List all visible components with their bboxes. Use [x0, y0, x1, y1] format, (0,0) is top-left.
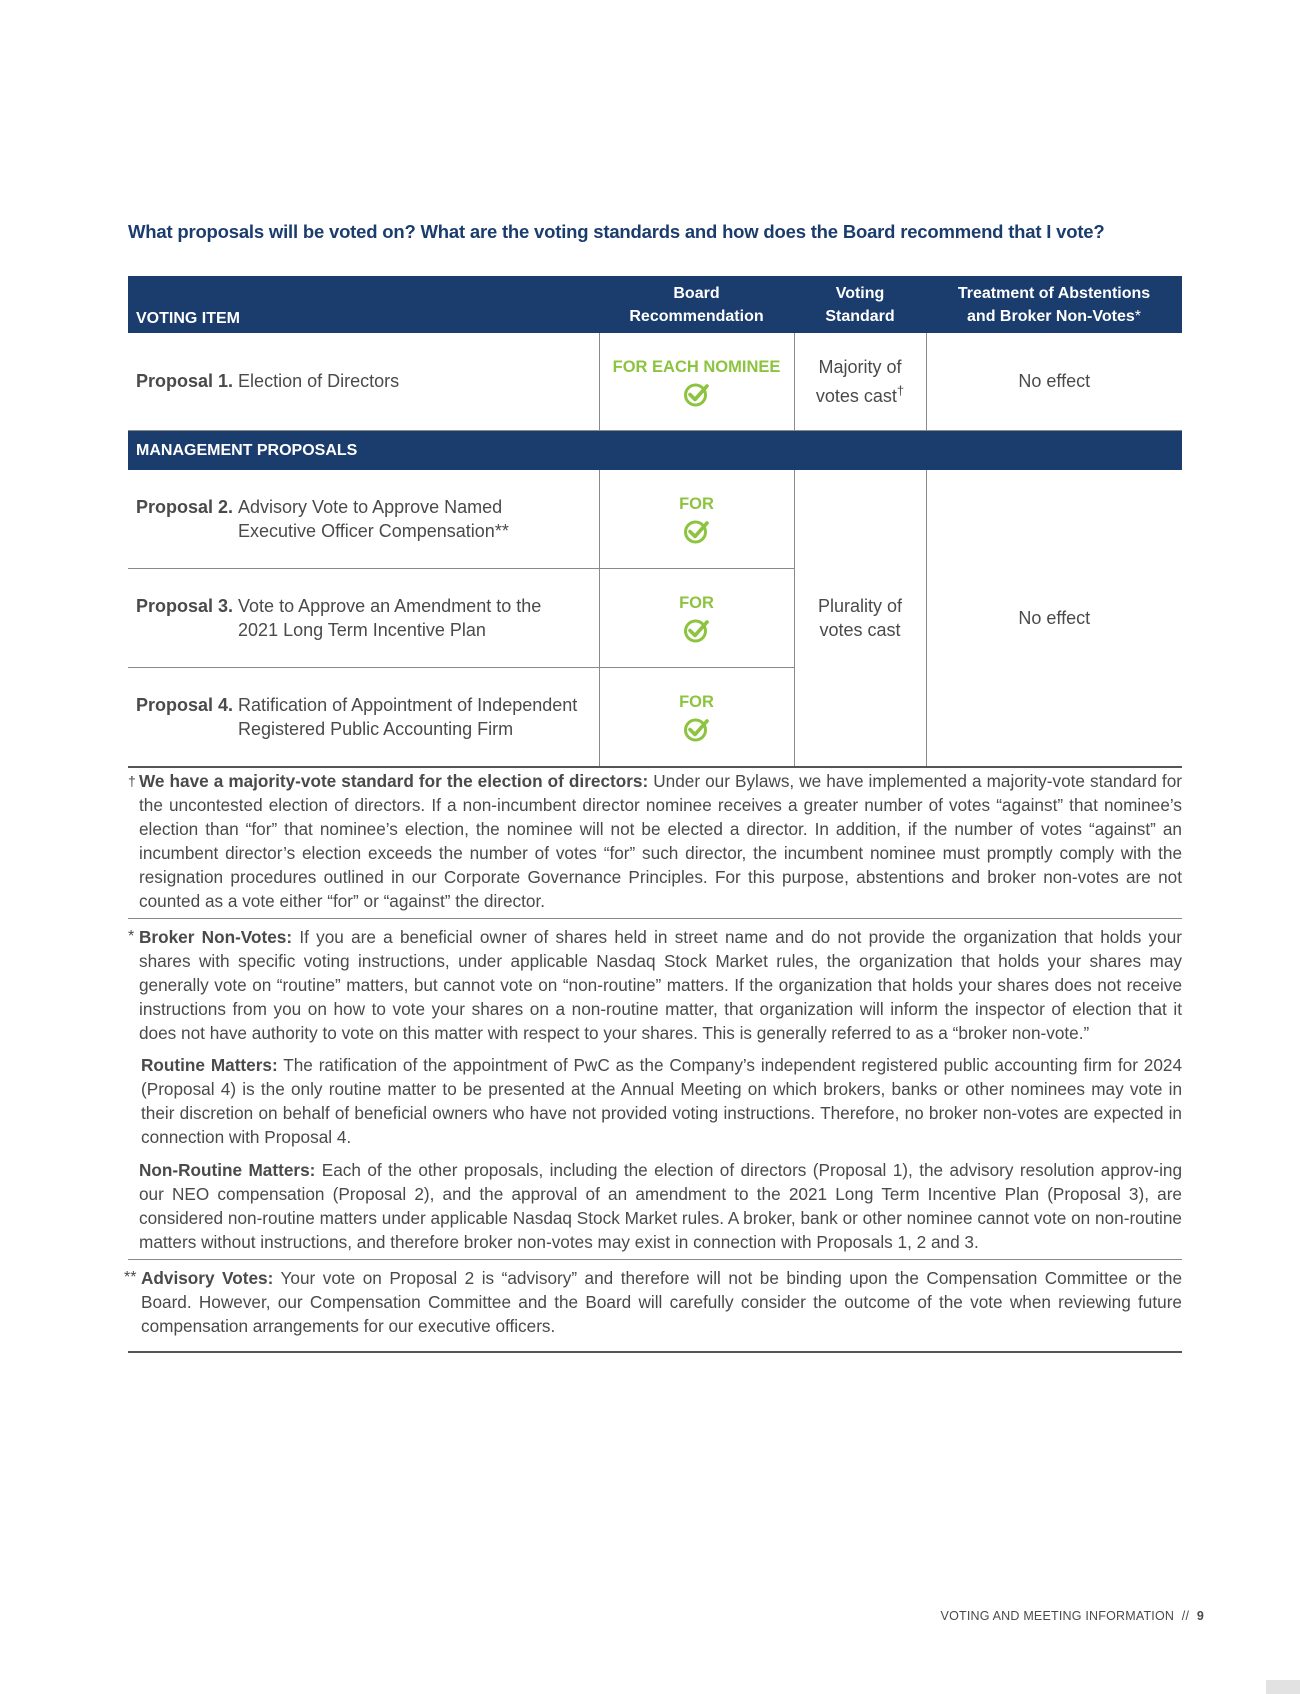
table-header-row [128, 276, 1182, 333]
footnote-advisory-votes [124, 1266, 1183, 1338]
group-voting-standard [794, 470, 926, 767]
proposal-2-rec-text: FOR [679, 495, 714, 513]
footnote-double-star-mark: ** [124, 1269, 137, 1286]
header-voting-item: VOTING ITEM [128, 276, 599, 333]
check-circle-icon [683, 518, 711, 544]
footnote-dagger-title: We have a majority-vote standard for the election of directors: [139, 771, 649, 791]
proposal-3-rec-text: FOR [679, 594, 714, 612]
header-rec-line1: Board [673, 284, 720, 302]
proposal-4-recommendation [599, 668, 794, 768]
footnote-broker-non-votes [128, 925, 1182, 1045]
proposal-3-number: Proposal 3. [136, 596, 234, 616]
proposal-1-standard-line2: votes cast [815, 386, 897, 406]
proposal-1-title: Election of Directors [238, 371, 400, 391]
proposal-4-title-line1: Ratification of Appointment of Independent [238, 695, 578, 715]
proposal-2-title-line2: Executive Officer Compensation** [238, 521, 509, 541]
footnote-nonroutine-text: Each of the other proposals, including the election of directors (Proposal 1), the advisory resolution approv-ing our NEO compensation (Proposal 2), and the approval of an amendment to the 2021 Long Term Incentive Plan (Proposal 3), are considered non-routine matters under applicable Nasdaq Stock Market rules. A broker, bank or other nominee cannot vote on non-routine matters without instructions, and therefore broker non-votes may exist in connection with Proposals 1, 2 and 3. [139, 1160, 1183, 1252]
footnote-routine-title: Routine Matters: [141, 1055, 278, 1075]
header-std-line2: Standard [825, 307, 895, 325]
header-treatment [926, 276, 1182, 333]
proposal-4-title [238, 693, 577, 741]
group-standard-line2: votes cast [819, 620, 901, 640]
proposal-2-number: Proposal 2. [136, 497, 234, 517]
footnote-routine-matters [128, 1053, 1182, 1149]
group-treatment: No effect [926, 470, 1182, 767]
divider [128, 918, 1182, 919]
footnote-dagger-mark: † [128, 773, 136, 789]
proposal-1-treatment: No effect [926, 333, 1182, 431]
footnote-broker-title: Broker Non-Votes: [139, 927, 293, 947]
proposal-2-item [128, 470, 599, 569]
header-std-line1: Voting [835, 284, 885, 302]
footnote-dagger-text: Under our Bylaws, we have implemented a majority-vote standard for the uncontested election of directors. If a non-incumbent director nominee receives a greater number of votes “against” that nominee’s election than “for” that nominee’s election, the nominee will not be elected a director. In addition, if the number of votes “against” an incumbent director’s election exceeds the number of votes “for” such director, the incumbent nominee must promptly comply with the resignation procedures outlined in our Corporate Governance Principles. For this purpose, abstentions and broker non-votes are not counted as a vote either “for” or “against” the director. [139, 771, 1182, 911]
header-treat-line2: and Broker Non-Votes [967, 307, 1135, 325]
footnote-routine-text: The ratification of the appointment of PwC as the Company’s independent registered public accounting firm for 2024 (Proposal 4) is the only routine matter to be presented at the Annual Meeting on which brokers, banks or other nominees may vote in their discretion on behalf of beneficial owners who have not provided voting instructions. Therefore, no broker non-votes are expected in connection with Proposal 4. [141, 1055, 1183, 1147]
proposal-3-title-line1: Vote to Approve an Amendment to the [238, 596, 542, 616]
footnote-advisory-text: Your vote on Proposal 2 is “advisory” and therefore will not be binding upon the Compensation Committee or the Board. However, our Compensation Committee and the Board will carefully consider the outcome of the vote when reviewing future compensation arrangements for our executive officers. [141, 1268, 1183, 1336]
footnote-advisory-title: Advisory Votes: [141, 1268, 274, 1288]
footer-separator: // [1181, 1609, 1190, 1623]
proposal-1-standard [794, 333, 926, 431]
footnote-majority-vote [128, 769, 1182, 913]
header-voting-standard [794, 276, 926, 333]
check-circle-icon [683, 381, 711, 407]
header-rec-line2: Recommendation [629, 307, 764, 325]
proposal-3-title [238, 594, 541, 642]
proposal-4-number: Proposal 4. [136, 695, 234, 715]
proposal-1-item [128, 333, 599, 431]
proposal-2-title-line1: Advisory Vote to Approve Named [238, 497, 503, 517]
check-circle-icon [683, 716, 711, 742]
footer-section-label: VOTING AND MEETING INFORMATION [940, 1609, 1175, 1623]
header-treat-line1: Treatment of Abstentions [957, 284, 1151, 302]
footnote-broker-text: If you are a beneficial owner of shares held in street name and do not provide the organization that holds your shares with specific voting instructions, under applicable Nasdaq Stock Market rules, the organization that holds your shares may generally vote on “routine” matters, but cannot vote on “non-routine” matters. If the organization that holds your shares does not receive instructions from you on how to vote your shares on a non-routine matter, that organization will inform the inspector of election that it does not have authority to vote on this matter with respect to your shares. This is generally referred to as a “broker non-vote.” [139, 927, 1182, 1043]
proposal-1-row [128, 333, 1182, 431]
proposal-1-standard-line1: Majority of [818, 357, 902, 377]
page-number: 9 [1196, 1609, 1204, 1623]
footnote-nonroutine-title: Non-Routine Matters: [139, 1160, 316, 1180]
header-board-recommendation [599, 276, 794, 333]
group-standard-line1: Plurality of [817, 596, 903, 616]
proposal-3-item [128, 569, 599, 668]
page-question-heading: What proposals will be voted on? What are the voting standards and how does the Board recommend that I vote? [128, 221, 1105, 242]
proposal-4-rec-text: FOR [679, 693, 714, 711]
divider [128, 1351, 1182, 1353]
proposal-3-recommendation [599, 569, 794, 668]
voting-items-table [128, 276, 1182, 768]
dagger-mark: † [896, 383, 905, 398]
proposal-1-recommendation [599, 333, 794, 431]
proposal-2-recommendation [599, 470, 794, 569]
management-proposals-row [128, 431, 1182, 471]
proposal-4-item [128, 668, 599, 768]
proposal-2-title [238, 495, 509, 543]
proposal-2-row [128, 470, 1182, 569]
header-treat-mark: * [1134, 307, 1141, 325]
page-corner-marker [1266, 1680, 1300, 1694]
footnote-star-mark: * [128, 928, 135, 945]
proposal-1-rec-text: FOR EACH NOMINEE [612, 357, 781, 376]
management-proposals-label: MANAGEMENT PROPOSALS [128, 431, 1182, 471]
proposal-1-number: Proposal 1. [136, 371, 234, 391]
page-footer [941, 1609, 1204, 1623]
divider [128, 1259, 1182, 1260]
footnote-non-routine-matters [128, 1158, 1182, 1254]
check-circle-icon [683, 617, 711, 643]
proposal-3-title-line2: 2021 Long Term Incentive Plan [238, 620, 486, 640]
proposal-4-title-line2: Registered Public Accounting Firm [238, 719, 514, 739]
